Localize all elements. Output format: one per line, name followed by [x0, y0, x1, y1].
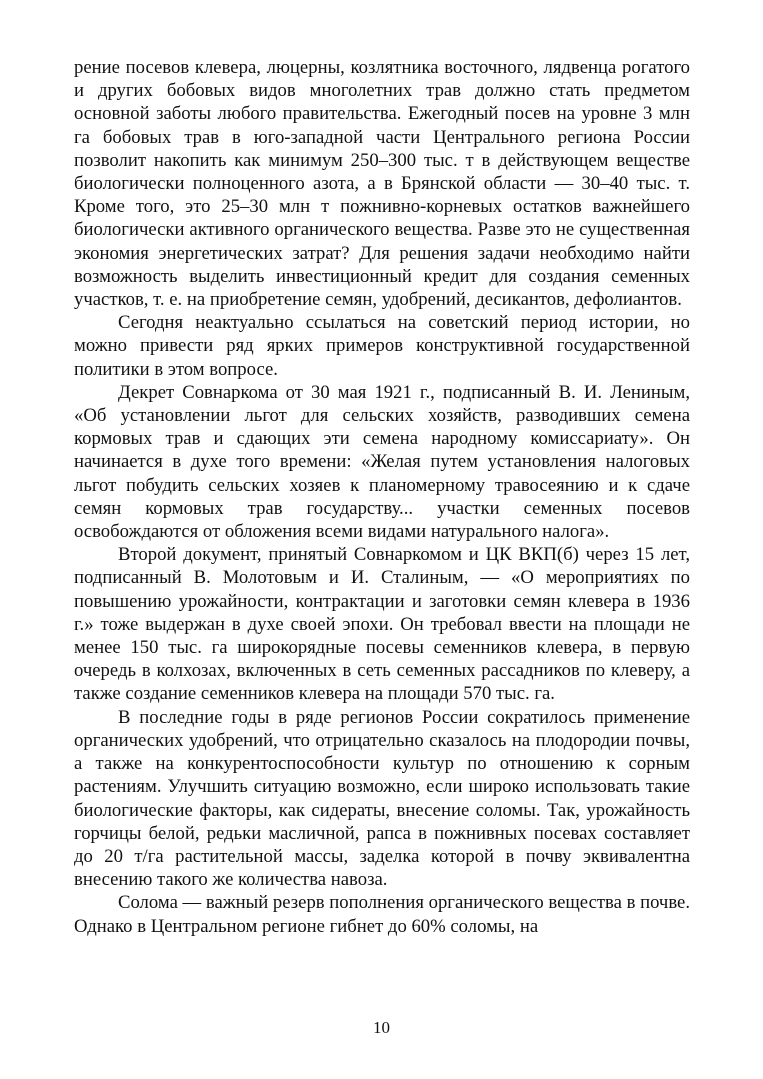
- paragraph-5: В последние годы в ряде регионов России сократилось применение органических удобрений, что отрицательно сказалось на плодородии почвы, а также на конкурентоспособности культур по отношению к сорным растениям. Улучшить ситуацию возможно, если широко использовать такие биологические факторы, как сидераты, внесение соломы. Так, урожайность горчицы белой, редьки масличной, рапса в пожнивных посевах составляет до 20 т/га растительной массы, заделка которой в почву эквивалентна внесению такого же количества навоза.: [74, 706, 690, 891]
- paragraph-6: Солома — важный резерв пополнения органического вещества в почве. Однако в Центральном регионе гибнет до 60% соломы, на: [74, 892, 691, 937]
- paragraph-4: Второй документ, принятый Совнаркомом и ЦК ВКП(б) через 15 лет, подписанный В. Молотовым и И. Сталиным, — «О мероприятиях по повышению урожайности, контрактации и заготовки семян клевера в 1936 г.» тоже выдержан в духе своей эпохи. Он требовал ввести на площади не менее 150 тыс. га широкорядные посевы семенников клевера, в первую очередь в колхозах, включенных в сеть семенных рассадников по клеверу, а также создание семенников клевера на площади 570 тыс. га.: [74, 544, 690, 705]
- page-text: [74, 56, 690, 938]
- paragraph-3: Декрет Совнаркома от 30 мая 1921 г., подписанный В. И. Лениным, «Об установлении льгот для сельских хозяйств, разводивших семена кормовых трав и сдающих эти семена народному комиссариату». Он начинается в духе того времени: «Желая путем установления налоговых льгот побудить сельских хозяев к планомерному травосеянию и к сдаче семян кормовых трав государству... участки семенных посевов освобождаются от обложения всеми видами натурального налога».: [74, 381, 690, 543]
- paragraph-1: рение посевов клевера, люцерны, козлятника восточного, лядвенца рогатого и других бобовых видов многолетних трав должно стать предметом основной заботы любого правительства. Ежегодный посев на уровне 3 млн га бобовых трав в юго-западной части Центрального региона России позволит накопить как минимум 250–300 тыс. т в действующем веществе биологически полноценного азота, а в Брянской области — 30–40 тыс. т. Кроме того, это 25–30 млн т пожнивно-корневых остатков важнейшего биологически активного органического вещества. Разве это не существенная экономия энергетических затрат? Для решения задачи необходимо найти возможность выделить инвестиционный кредит для создания семенных участков, т. е. на приобретение семян, удобрений, десикантов, дефолиантов.: [74, 57, 690, 311]
- paragraph-2: Сегодня неактуально ссылаться на советский период истории, но можно привести ряд ярких примеров конструктивной государственной политики в этом вопросе.: [74, 312, 690, 380]
- page-number: 10: [373, 1018, 390, 1037]
